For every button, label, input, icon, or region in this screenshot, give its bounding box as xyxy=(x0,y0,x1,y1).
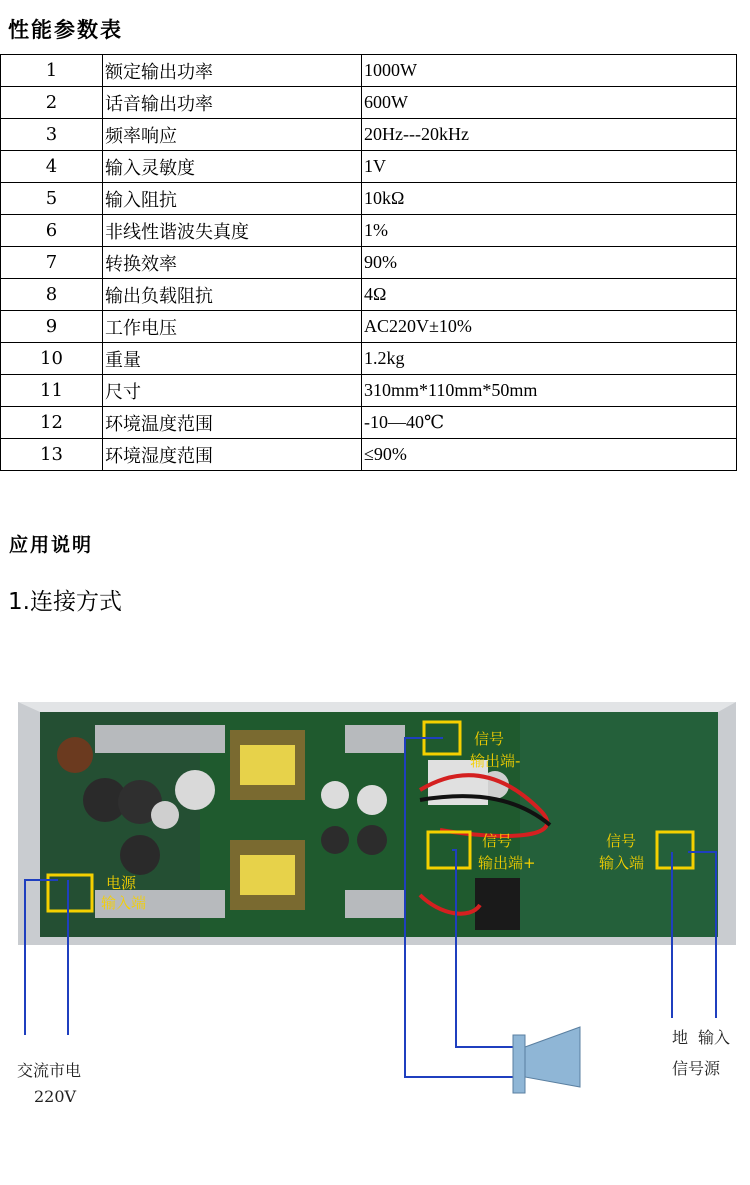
toroid-coil xyxy=(57,737,93,773)
spec-name-cell: 工作电压 xyxy=(103,311,362,343)
speaker-icon xyxy=(513,1027,580,1093)
spec-name-cell: 频率响应 xyxy=(103,119,362,151)
input-label: 输入 xyxy=(698,1028,731,1047)
spec-name-cell: 输入阻抗 xyxy=(103,183,362,215)
spec-no-cell: 11 xyxy=(1,375,103,407)
spec-name-cell: 环境温度范围 xyxy=(103,407,362,439)
table-row xyxy=(1,55,737,87)
ground-label: 地 xyxy=(672,1028,689,1047)
spec-name-cell: 输入灵敏度 xyxy=(103,151,362,183)
table-row xyxy=(1,215,737,247)
spec-value-cell: 1.2kg xyxy=(362,343,737,375)
signal-in-label: 信号输入端 xyxy=(599,832,645,872)
table-row xyxy=(1,119,737,151)
table-row xyxy=(1,279,737,311)
spec-name-cell: 重量 xyxy=(103,343,362,375)
power-input-label: 电源输入端 xyxy=(101,874,147,912)
spec-name-cell: 环境湿度范围 xyxy=(103,439,362,471)
spec-value-cell: 4Ω xyxy=(362,279,737,311)
spec-value-cell: -10—40℃ xyxy=(362,407,737,439)
spec-name-cell: 额定输出功率 xyxy=(103,55,362,87)
table-row xyxy=(1,343,737,375)
spec-no-cell: 8 xyxy=(1,279,103,311)
spec-no-cell: 9 xyxy=(1,311,103,343)
mains-caption: 交流市电 220V xyxy=(17,1061,82,1106)
spec-table-title: 性能参数表 xyxy=(8,17,123,42)
spec-no-cell: 6 xyxy=(1,215,103,247)
spec-value-cell: 1% xyxy=(362,215,737,247)
signal-out-plus-label: 信号输出端+ xyxy=(478,832,536,872)
spec-name-cell: 尺寸 xyxy=(103,375,362,407)
spec-value-cell: 90% xyxy=(362,247,737,279)
spec-no-cell: 12 xyxy=(1,407,103,439)
table-row xyxy=(1,151,737,183)
spec-name-cell: 非线性谐波失真度 xyxy=(103,215,362,247)
spec-value-cell: 600W xyxy=(362,87,737,119)
spec-no-cell: 7 xyxy=(1,247,103,279)
spec-value-cell: 20Hz---20kHz xyxy=(362,119,737,151)
spec-value-cell: ≤90% xyxy=(362,439,737,471)
spec-value-cell: 1V xyxy=(362,151,737,183)
application-title: 应用说明 xyxy=(9,534,94,556)
connection-title: 1.连接方式 xyxy=(8,589,122,615)
spec-no-cell: 5 xyxy=(1,183,103,215)
spec-value-cell: 310mm*110mm*50mm xyxy=(362,375,737,407)
table-row xyxy=(1,375,737,407)
spec-no-cell: 13 xyxy=(1,439,103,471)
spec-value-cell: 10kΩ xyxy=(362,183,737,215)
spec-table xyxy=(0,54,737,471)
connection-diagram xyxy=(0,690,750,1185)
spec-no-cell: 3 xyxy=(1,119,103,151)
spec-value-cell: 1000W xyxy=(362,55,737,87)
signal-source-label: 信号源 xyxy=(672,1059,721,1078)
spec-no-cell: 2 xyxy=(1,87,103,119)
spec-no-cell: 1 xyxy=(1,55,103,87)
table-row xyxy=(1,247,737,279)
table-row xyxy=(1,439,737,471)
table-row xyxy=(1,183,737,215)
spec-name-cell: 转换效率 xyxy=(103,247,362,279)
signal-out-minus-label: 信号输出端- xyxy=(470,730,521,770)
table-row xyxy=(1,407,737,439)
spec-name-cell: 话音输出功率 xyxy=(103,87,362,119)
spec-value-cell: AC220V±10% xyxy=(362,311,737,343)
table-row xyxy=(1,87,737,119)
spec-no-cell: 4 xyxy=(1,151,103,183)
spec-name-cell: 输出负载阻抗 xyxy=(103,279,362,311)
table-row xyxy=(1,311,737,343)
spec-no-cell: 10 xyxy=(1,343,103,375)
